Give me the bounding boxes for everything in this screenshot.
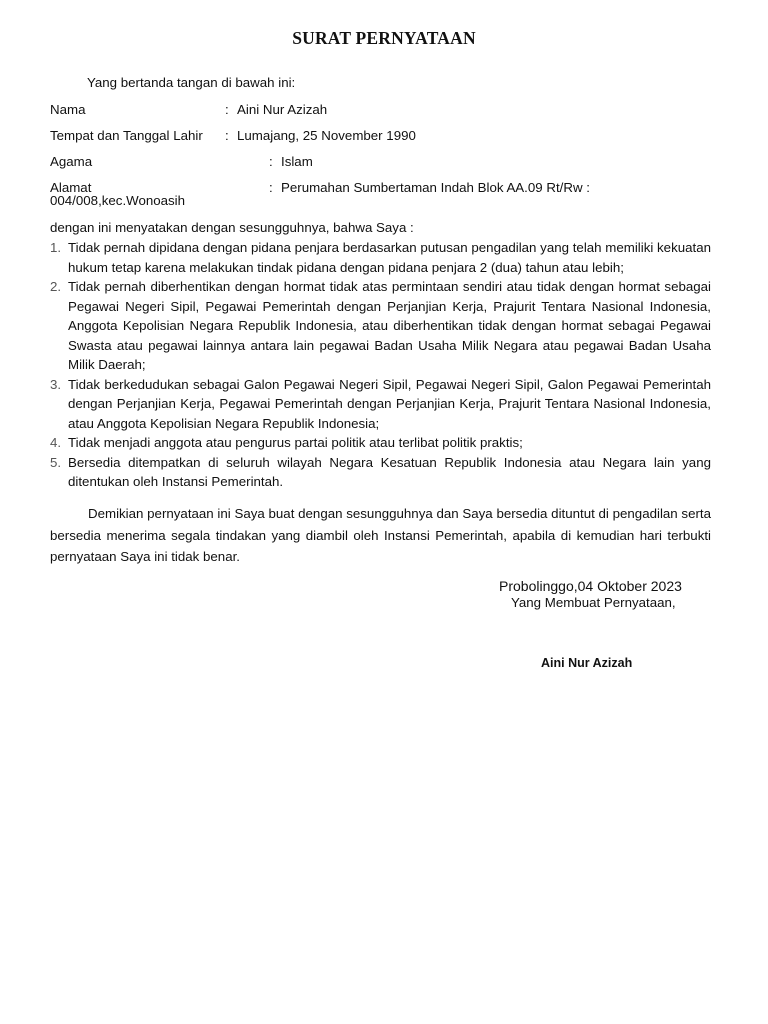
field-sep-alamat: : (269, 180, 273, 195)
field-value-agama: Islam (281, 154, 313, 169)
field-label-nama: Nama (50, 102, 86, 117)
intro-text: Yang bertanda tangan di bawah ini: (87, 75, 296, 90)
statement-number: 5. (50, 454, 62, 470)
statement-text: Tidak berkedudukan sebagai Galon Pegawai Negeri Sipil, Pegawai Negeri Sipil, Galon Pegawai Pemerintah dengan Perjanjian Kerja, Pegawai Pemerintah dengan Perjanjian Kerja, Prajurit Tentara Nasional Indonesia, atau Anggota Kepolisian Negara Republik Indonesia; (68, 376, 711, 431)
statement-number: 2. (50, 279, 62, 294)
signature-role: Yang Membuat Pernyataan, (511, 595, 676, 610)
statement-list (50, 238, 711, 492)
statement-text: Tidak pernah diberhentikan dengan hormat tidak atas permintaan sendiri atau tidak dengan hormat sebagai Pegawai Negeri Sipil, Pegawai Pemerintah dengan Perjanjian Kerja, Prajurit Tentara Nasional Indonesia, Anggota Kepolisian Negara Republik Indonesia, atau diberhentikan tidak dengan hormat sebagai Pegawai Swasta atau pegawai lainnya antara lain pegawai Badan Usaha Milik Negara atau pegawai Badan Usaha Milik Daerah; (68, 279, 711, 372)
field-value-ttl: Lumajang, 25 November 1990 (237, 128, 416, 143)
signature-name: Aini Nur Azizah (541, 656, 633, 670)
statement-item (50, 375, 711, 434)
field-value-nama: Aini Nur Azizah (237, 102, 328, 117)
field-sep-agama: : (269, 154, 273, 169)
signature-place-date: Probolinggo,04 Oktober 2023 (499, 578, 682, 594)
statement-text: Tidak pernah dipidana dengan pidana penjara berdasarkan putusan pengadilan yang telah memiliki kekuatan hukum tetap karena melakukan tindak pidana dengan pidana penjara 2 (dua) tahun atau lebih; (68, 240, 711, 275)
field-label-agama: Agama (50, 154, 93, 169)
statement-number: 1. (50, 240, 62, 255)
statement-number: 4. (50, 435, 62, 450)
statement-number: 3. (50, 376, 62, 392)
statement-text: Bersedia ditempatkan di seluruh wilayah Negara Kesatuan Republik Indonesia atau Negara lain yang ditentukan oleh Instansi Pemerintah. (68, 454, 711, 489)
document-title: SURAT PERNYATAAN (292, 28, 476, 48)
field-label-alamat: Alamat (50, 180, 92, 195)
statement-item (50, 238, 711, 277)
field-sep-ttl: : (225, 128, 229, 143)
statement-item (50, 277, 711, 375)
declaration-lead: dengan ini menyatakan dengan sesungguhnya, bahwa Saya : (50, 220, 414, 235)
field-value-alamat: Perumahan Sumbertaman Indah Blok AA.09 Rt/Rw : (281, 180, 590, 195)
statement-item (50, 433, 711, 453)
statement-text: Tidak menjadi anggota atau pengurus partai politik atau terlibat politik praktis; (68, 435, 523, 450)
field-sep-nama: : (225, 102, 229, 117)
field-value-alamat-cont: 004/008,kec.Wonoasih (50, 193, 186, 208)
statement-item (50, 453, 711, 492)
field-label-ttl: Tempat dan Tanggal Lahir (50, 128, 203, 143)
closing-paragraph: Demikian pernyataan ini Saya buat dengan sesungguhnya dan Saya bersedia dituntut di pengadilan serta bersedia menerima segala tindakan yang diambil oleh Instansi Pemerintah, apabila di kemudian hari terbukti pernyataan Saya ini tidak benar. (50, 506, 711, 564)
